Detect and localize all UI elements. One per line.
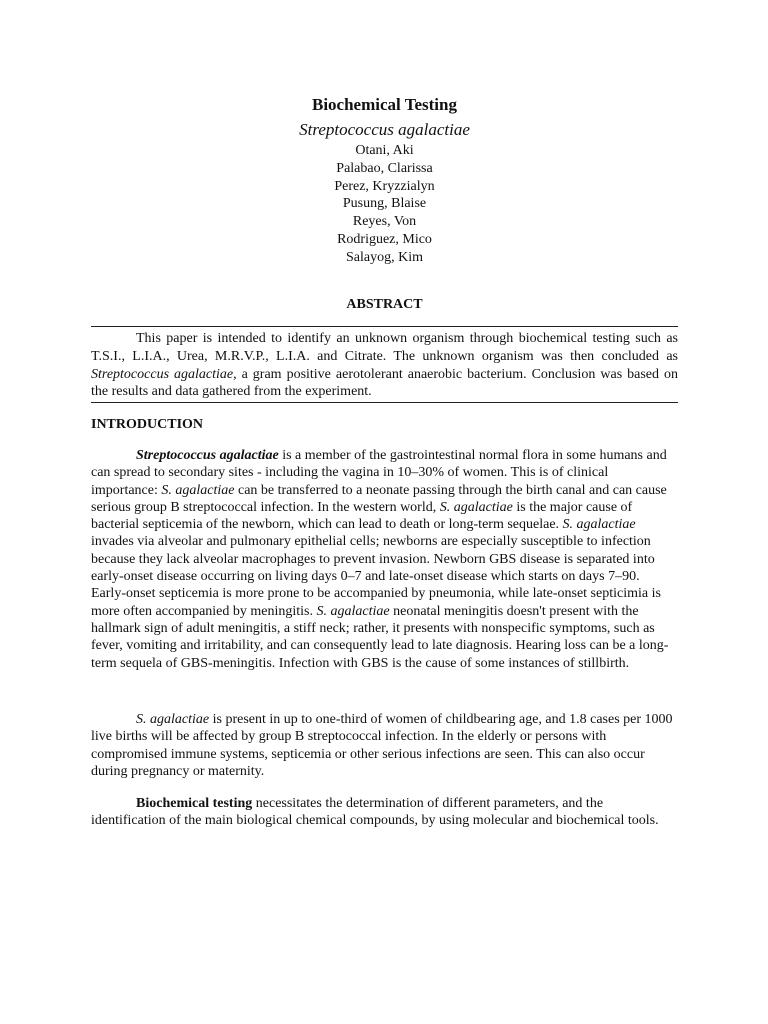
paragraph-text: invades via alveolar and pulmonary epithelial cells; newborns are especially susceptible to infection because they lack alveolar macrophages to prevent invasion. Newborn GBS disease is separated into early-onset disease occurring on living days 0–7 and late-onset disease which starts on days 7–90. Early-onset septicemia is more prone to be accompanied by pneumonia, while late-onset septicimia is more often accompanied by meningitis. [91,534,661,619]
organism-name: S. agalactiae [562,517,636,533]
organism-name: S. agalactiae [136,712,210,727]
abstract-top-rule [91,326,678,327]
document-title: Biochemical Testing [312,95,457,114]
paragraph-text: can be transferred to a neonate passing through the birth canal and can cause serious group B streptococcal infection. In the western world, [91,482,667,515]
author-name: Perez, Kryzzialyn [334,178,435,194]
abstract-paragraph [91,330,678,401]
abstract-bottom-rule [91,402,678,403]
document-subtitle: Streptococcus agalactiae [299,120,470,139]
key-term: Biochemical testing [136,796,253,811]
intro-paragraph [91,711,678,780]
introduction-heading: INTRODUCTION [91,417,204,432]
author-name: Pusung, Blaise [342,196,427,212]
organism-name: S. agalactiae [439,499,513,515]
author-name: Otani, Aki [355,143,414,158]
author-name: Rodriguez, Mico [337,231,432,247]
paragraph-text: neonatal meningitis doesn't present with the hallmark sign of adult meningitis, a stiff neck; rather, it presents with nonspecific symptoms, such as fever, vomiting and irritability, and can consequently lead to late diagnosis. Hearing loss can be a long-term sequela of GBS-meningitis. Infection with GBS is the cause of some instances of stillbirth. [91,603,669,671]
intro-paragraph [91,447,678,672]
abstract-text: , a gram positive aerotolerant anaerobic bacterium. Conclusion was based on the results and data gathered from the experiment. [91,366,679,400]
author-name: Reyes, Von [352,214,417,230]
author-list [91,142,678,267]
organism-name: Streptococcus agalactiae [91,366,234,382]
paragraph-text: is the major cause of bacterial septicemia of the newborn, which can lead to death or long-term sequelae. [91,499,633,533]
organism-name: Streptococcus agalactiae [136,448,279,463]
organism-name: S. agalactiae [316,603,390,619]
organism-name: S. agalactiae [161,482,235,498]
author-name: Palabao, Clarissa [336,160,433,176]
abstract-heading: ABSTRACT [346,297,423,312]
intro-paragraph [91,795,678,830]
abstract-text: This paper is intended to identify an unknown organism through biochemical testing such as T.S.I., L.I.A., Urea, M.R.V.P., L.I.A. and Citrate. The unknown organism was then concluded as [91,331,678,364]
paragraph-text: is a member of the gastrointestinal normal flora in some humans and can spread to secondary sites - including the vagina in 10–30% of women. This is of clinical importance: [91,448,667,498]
author-name: Salayog, Kim [346,249,423,265]
paragraph-text: necessitates the determination of different parameters, and the identification of the main biological chemical compounds, by using molecular and biochemical tools. [91,796,659,829]
paragraph-text: is present in up to one-third of women of childbearing age, and 1.8 cases per 1000 live births will be affected by group B streptococcal infection. In the elderly or persons with compromised immune systems, septicemia or other serious infections are seen. This can also occur during pregnancy or maternity. [91,712,673,779]
